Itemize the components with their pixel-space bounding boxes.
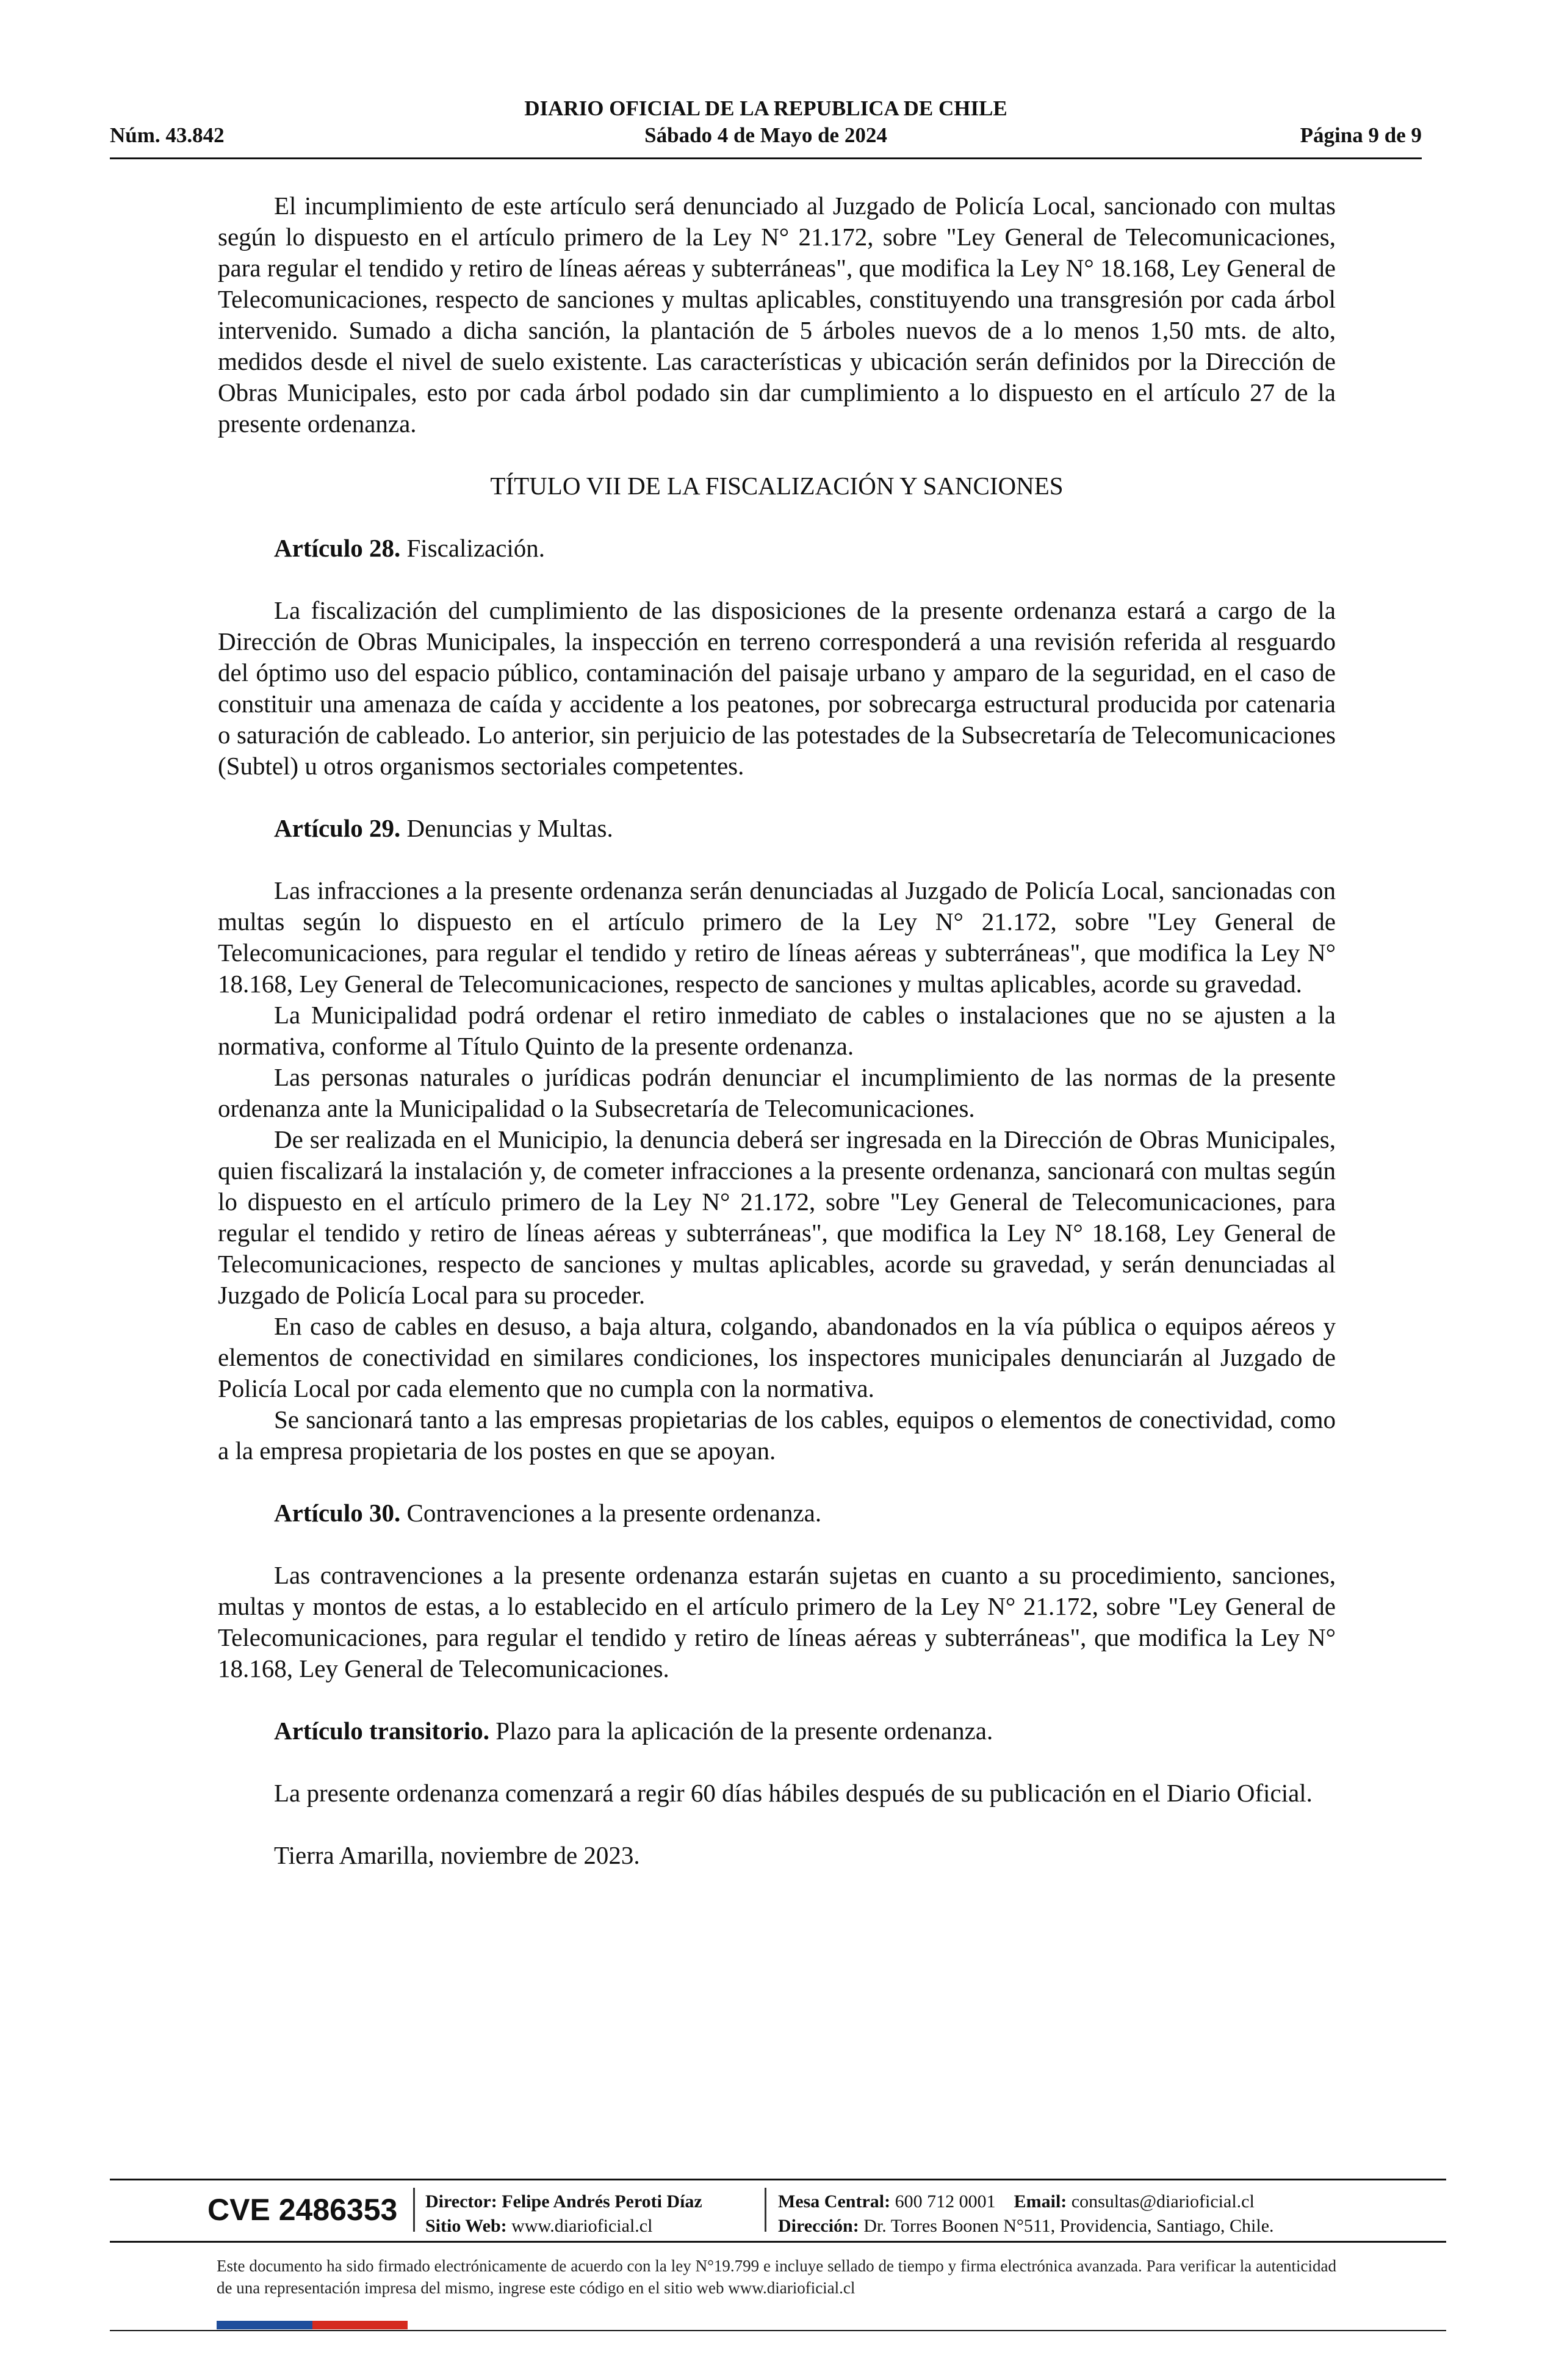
paragraph: Se sancionará tanto a las empresas propietarias de los cables, equipos o elementos de conectividad, como a la empresa propietaria de los postes en que se apoyan. — [218, 1405, 1336, 1465]
article-heading — [218, 813, 1336, 844]
article-label: Artículo 29. — [274, 814, 401, 842]
article-heading — [218, 1715, 1336, 1747]
website-value: www.diarioficial.cl — [506, 2216, 653, 2236]
article-title: Contravenciones a la presente ordenanza. — [400, 1499, 822, 1527]
email-label: Email: — [1014, 2191, 1067, 2212]
paragraph: La fiscalización del cumplimiento de las disposiciones de la presente ordenanza estará a cargo de la Dirección de Obras Municipales, la inspección en terreno corresponderá a una revisión referida al resguardo del óptimo uso del espacio público, contaminación del paisaje urbano y amparo de la seguridad, en el caso de constituir una amenaza de caída y accidente a los peatones, por sobrecarga estructural producida por catenaria o saturación de cableado. Lo anterior, sin perjuicio de las potestades de la Subsecretaría de Telecomunicaciones (Subtel) u otros organismos sectoriales competentes. — [218, 596, 1336, 780]
paragraph: La Municipalidad podrá ordenar el retiro inmediato de cables o instalaciones que no se ajusten a la normativa, conforme al Título Quinto de la presente ordenanza. — [218, 1001, 1336, 1060]
cve-code: CVE 2486353 — [207, 2193, 398, 2227]
gazette-title: DIARIO OFICIAL DE LA REPUBLICA DE CHILE — [524, 96, 1007, 120]
footer-contact-block — [778, 2190, 1274, 2238]
issue-number: Núm. 43.842 — [110, 123, 225, 147]
footer-divider-bottom — [110, 2330, 1446, 2331]
paragraph: Las personas naturales o jurídicas podrán denunciar el incumplimiento de las normas de la presente ordenanza ante la Municipalidad o la Subsecretaría de Telecomunicaciones. — [218, 1063, 1336, 1122]
article-heading — [218, 533, 1336, 564]
document-body — [218, 190, 1336, 1871]
address-label: Dirección: — [778, 2216, 859, 2236]
legal-notice: Este documento ha sido firmado electrónicamente de acuerdo con la ley N°19.799 e incluye sellado de tiempo y firma electrónica avanzada. Para verificar la autenticidad de una representación impresa del mismo, ingrese este código en el sitio web www.diarioficial.cl — [217, 2257, 1336, 2297]
issue-date: Sábado 4 de Mayo de 2024 — [644, 123, 887, 147]
page-header — [110, 92, 1422, 159]
article-label: Artículo transitorio. — [274, 1717, 489, 1745]
mesa-label: Mesa Central: — [778, 2191, 891, 2212]
footer-separator — [413, 2188, 415, 2232]
footer-divider-top — [110, 2179, 1446, 2180]
paragraph: Las contravenciones a la presente ordenanza estarán sujetas en cuanto a su procedimiento, sanciones, multas y montos de estas, a lo establecido en el artículo primero de la Ley N° 21.172, sobre "Ley General de Telecomunicaciones, para regular el tendido y retiro de líneas aéreas y subterráneas", que modifica la Ley N° 18.168, Ley General de Telecomunicaciones. — [218, 1561, 1336, 1682]
email-value: consultas@diarioficial.cl — [1067, 2191, 1255, 2212]
article-label: Artículo 28. — [274, 534, 401, 562]
article-title: Denuncias y Multas. — [400, 814, 613, 842]
signoff: Tierra Amarilla, noviembre de 2023. — [274, 1841, 640, 1869]
footer-divider-middle — [110, 2241, 1446, 2243]
director-label: Director: Felipe Andrés Peroti Díaz — [425, 2191, 702, 2212]
section-title: TÍTULO VII DE LA FISCALIZACIÓN Y SANCIONES — [490, 472, 1064, 500]
paragraph: Las infracciones a la presente ordenanza serán denunciadas al Juzgado de Policía Local, sancionadas con multas según lo dispuesto en el artículo primero de la Ley N° 21.172, sobre "Ley General de Telecomunicaciones, para regular el tendido y retiro de líneas aéreas y subterráneas", que modifica la Ley N° 18.168, Ley General de Telecomunicaciones, respecto de sanciones y multas aplicables, acorde su gravedad. — [218, 876, 1336, 998]
article-title: Fiscalización. — [400, 534, 546, 562]
mesa-value: 600 712 0001 — [890, 2191, 996, 2212]
footer-director-block — [425, 2190, 702, 2238]
header-divider — [110, 157, 1422, 159]
footer-separator — [765, 2188, 766, 2232]
address-value: Dr. Torres Boonen N°511, Providencia, Santiago, Chile. — [859, 2216, 1274, 2236]
stripe-blue — [217, 2321, 312, 2329]
paragraph: En caso de cables en desuso, a baja altura, colgando, abandonados en la vía pública o equipos aéreos y elementos de conectividad en similares condiciones, los inspectores municipales denunciarán al Juzgado de Policía Local por cada elemento que no cumpla con la normativa. — [218, 1312, 1336, 1402]
article-title: Plazo para la aplicación de la presente ordenanza. — [489, 1717, 993, 1745]
website-label: Sitio Web: — [425, 2216, 507, 2236]
flag-stripe — [217, 2321, 408, 2329]
paragraph: El incumplimiento de este artículo será denunciado al Juzgado de Policía Local, sancionado con multas según lo dispuesto en el artículo primero de la Ley N° 21.172, sobre "Ley General de Telecomunicaciones, para regular el tendido y retiro de líneas aéreas y subterráneas", que modifica la Ley N° 18.168, Ley General de Telecomunicaciones, respecto de sanciones y multas aplicables, constituyendo una transgresión por cada árbol intervenido. Sumado a dicha sanción, la plantación de 5 árboles nuevos de a lo menos 1,50 mts. de alto, medidos desde el nivel de suelo existente. Las características y ubicación serán definidos por la Dirección de Obras Municipales, esto por cada árbol podado sin dar cumplimiento a lo dispuesto en el artículo 27 de la presente ordenanza. — [218, 192, 1336, 438]
article-label: Artículo 30. — [274, 1499, 401, 1527]
paragraph: De ser realizada en el Municipio, la denuncia deberá ser ingresada en la Dirección de Obras Municipales, quien fiscalizará la instalación y, de cometer infracciones a la presente ordenanza, sancionará con multas según lo dispuesto en el artículo primero de la Ley N° 21.172, sobre "Ley General de Telecomunicaciones, para regular el tendido y retiro de líneas aéreas y subterráneas", que modifica la Ley N° 18.168, Ley General de Telecomunicaciones, respecto de sanciones y multas aplicables, acorde su gravedad, y serán denunciadas al Juzgado de Policía Local para su proceder. — [218, 1125, 1336, 1309]
article-heading — [218, 1498, 1336, 1529]
stripe-red — [312, 2321, 408, 2329]
paragraph: La presente ordenanza comenzará a regir 60 días hábiles después de su publicación en el Diario Oficial. — [274, 1779, 1313, 1807]
page-number: Página 9 de 9 — [1300, 123, 1422, 147]
